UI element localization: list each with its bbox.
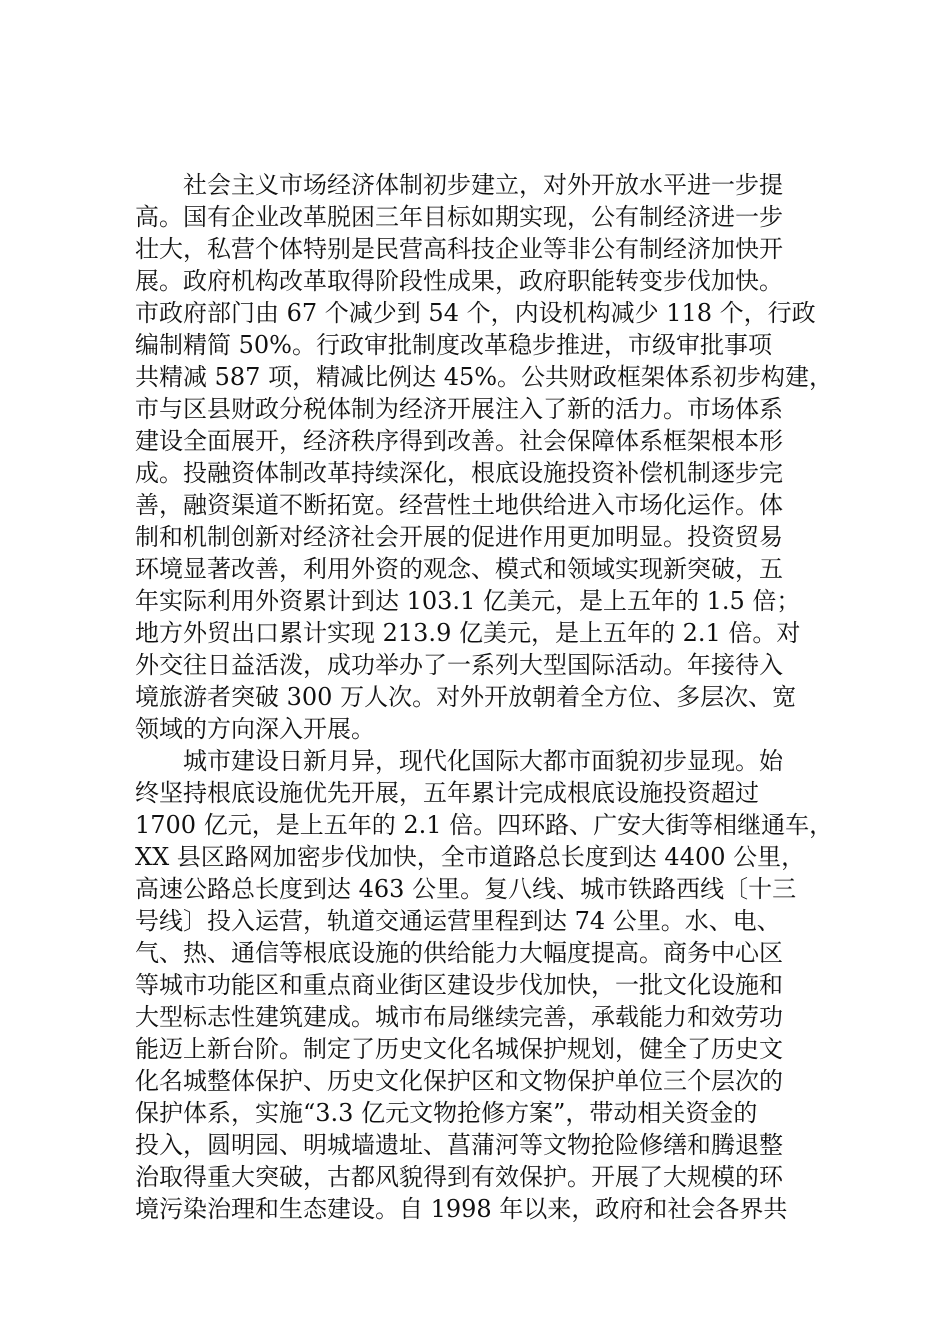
text-line: 社会主义市场经济体制初步建立，对外开放水平进一步提 [183, 171, 783, 199]
text-line: 气、热、通信等根底设施的供给能力大幅度提高。商务中心区 [135, 939, 783, 967]
text-line: 保护体系，实施“3.3 亿元文物抢修方案”，带动相关资金的 [135, 1099, 758, 1127]
text-line: 境旅游者突破 300 万人次。对外开放朝着全方位、多层次、宽 [135, 683, 797, 711]
text-line: 环境显著改善，利用外资的观念、模式和领域实现新突破，五 [135, 555, 783, 583]
text-line: XX 县区路网加密步伐加快，全市道路总长度到达 4400 公里， [135, 843, 806, 871]
text-line: 制和机制创新对经济社会开展的促进作用更加明显。投资贸易 [135, 523, 783, 551]
text-line: 能迈上新台阶。制定了历史文化名城保护规划，健全了历史文 [135, 1035, 783, 1063]
text-line: 治取得重大突破，古都风貌得到有效保护。开展了大规模的环 [135, 1163, 783, 1191]
text-line: 编制精简 50%。行政审批制度改革稳步推进，市级审批事项 [135, 331, 772, 359]
text-line: 1700 亿元，是上五年的 2.1 倍。四环路、广安大街等相继通车， [135, 811, 834, 839]
text-line: 投入，圆明园、明城墙遗址、菖蒲河等文物抢险修缮和腾退整 [135, 1131, 783, 1159]
text-line: 等城市功能区和重点商业街区建设步伐加快，一批文化设施和 [135, 971, 783, 999]
paragraph-urban-construction [135, 745, 834, 1225]
text-line: 终坚持根底设施优先开展，五年累计完成根底设施投资超过 [135, 779, 759, 807]
text-line: 外交往日益活泼，成功举办了一系列大型国际活动。年接待入 [135, 651, 783, 679]
text-line: 化名城整体保护、历史文化保护区和文物保护单位三个层次的 [135, 1067, 783, 1095]
text-line: 地方外贸出口累计实现 213.9 亿美元，是上五年的 2.1 倍。对 [135, 619, 801, 647]
text-line: 高。国有企业改革脱困三年目标如期实现，公有制经济进一步 [135, 203, 783, 231]
text-line: 壮大，私营个体特别是民营高科技企业等非公有制经济加快开 [135, 235, 783, 263]
text-line: 善，融资渠道不断拓宽。经营性土地供给进入市场化运作。体 [135, 491, 783, 519]
text-line: 高速公路总长度到达 463 公里。复八线、城市铁路西线〔十三 [135, 875, 797, 903]
text-line: 境污染治理和生态建设。自 1998 年以来，政府和社会各界共 [135, 1195, 788, 1223]
paragraph-market-economy [135, 169, 834, 745]
text-line: 建设全面展开，经济秩序得到改善。社会保障体系框架根本形 [135, 427, 783, 455]
text-line: 大型标志性建筑建成。城市布局继续完善，承载能力和效劳功 [135, 1003, 783, 1031]
text-line: 年实际利用外资累计到达 103.1 亿美元，是上五年的 1.5 倍； [135, 587, 801, 615]
text-line: 城市建设日新月异，现代化国际大都市面貌初步显现。始 [183, 747, 783, 775]
text-line: 市与区县财政分税体制为经济开展注入了新的活力。市场体系 [135, 395, 783, 423]
text-line: 领域的方向深入开展。 [135, 715, 375, 743]
text-line: 共精减 587 项，精减比例达 45%。公共财政框架体系初步构建， [135, 363, 834, 391]
text-line: 号线〕投入运营，轨道交通运营里程到达 74 公里。水、电、 [135, 907, 781, 935]
text-line: 成。投融资体制改革持续深化，根底设施投资补偿机制逐步完 [135, 459, 783, 487]
text-line: 市政府部门由 67 个减少到 54 个，内设机构减少 118 个，行政 [135, 299, 816, 327]
text-line: 展。政府机构改革取得阶段性成果，政府职能转变步伐加快。 [135, 267, 783, 295]
body-text [135, 169, 834, 1225]
